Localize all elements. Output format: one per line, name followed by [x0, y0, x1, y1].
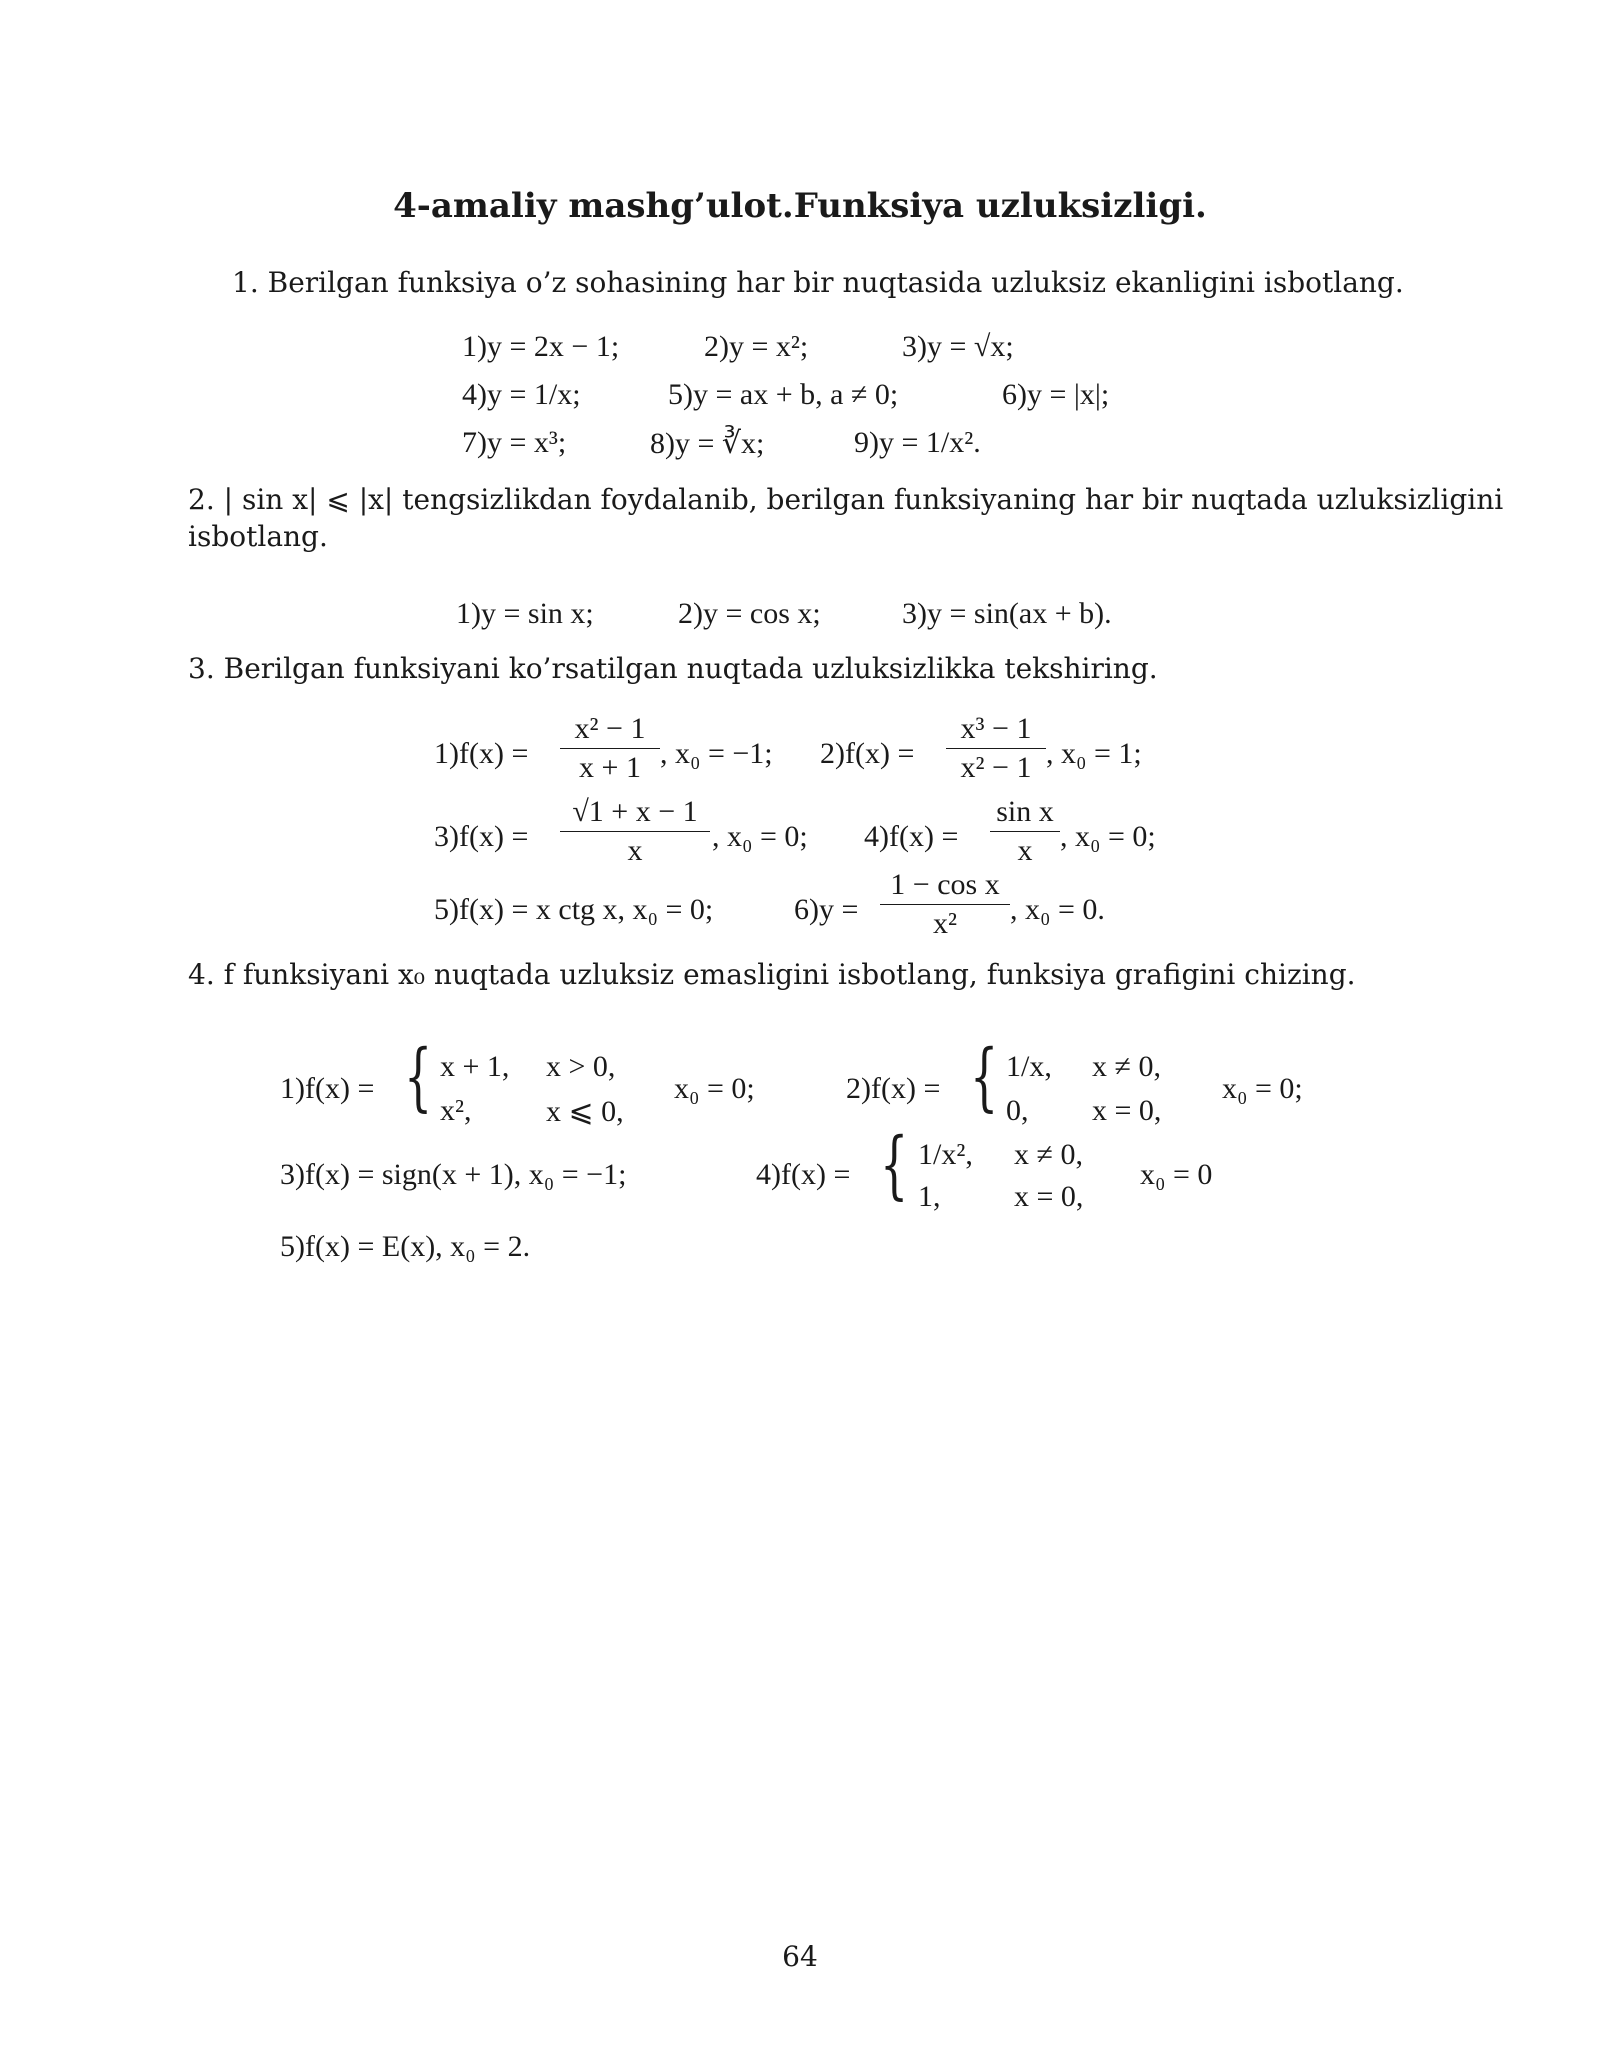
- task4-p4-x0: x₀ = 0: [1140, 1158, 1213, 1191]
- denominator: x²: [933, 907, 957, 940]
- task3-f3-rhs: , x₀ = 0;: [712, 820, 808, 853]
- task3-text: 3. Berilgan funksiyani ko’rsatilgan nuqtada uzluksizlikka tekshiring.: [188, 652, 1158, 685]
- task3-f4-fraction: [990, 795, 1060, 868]
- task2-item: 3)y = sin(ax + b).: [902, 597, 1112, 630]
- task3-f3-lhs: 3)f(x) =: [434, 820, 529, 853]
- task3-f3-fraction: [560, 795, 710, 868]
- case-value: x²,: [440, 1094, 472, 1127]
- case-condition: x = 0,: [1092, 1094, 1162, 1127]
- task4-p2-lhs: 2)f(x) =: [846, 1072, 941, 1105]
- task1-item: 3)y = √x;: [902, 330, 1014, 363]
- task3-f6-fraction: [880, 868, 1010, 941]
- task3-f6-rhs: , x₀ = 0.: [1010, 893, 1105, 926]
- task2-item: 2)y = cos x;: [678, 597, 821, 630]
- left-brace-icon: {: [880, 1122, 909, 1208]
- denominator: x: [1017, 834, 1033, 867]
- task2-text-line2: isbotlang.: [188, 520, 328, 553]
- case-value: 1/x,: [1006, 1050, 1052, 1083]
- task2-item: 1)y = sin x;: [456, 597, 594, 630]
- case-value: 1/x²,: [918, 1138, 973, 1171]
- task1-item: 8)y = ∛x;: [650, 427, 765, 460]
- case-condition: x ⩽ 0,: [546, 1095, 624, 1128]
- page-title: 4-amaliy mashg’ulot.Funksiya uzluksizligi.: [393, 186, 1207, 226]
- left-brace-icon: {: [970, 1034, 999, 1120]
- task3-f4-lhs: 4)f(x) =: [864, 820, 959, 853]
- task4-p1-x0: x₀ = 0;: [674, 1072, 755, 1105]
- numerator: x² − 1: [574, 712, 646, 745]
- denominator: x + 1: [579, 751, 641, 784]
- case-value: x + 1,: [440, 1050, 510, 1083]
- task4-p4-lhs: 4)f(x) =: [756, 1158, 851, 1191]
- numerator: x³ − 1: [960, 712, 1032, 745]
- case-condition: x ≠ 0,: [1014, 1138, 1083, 1171]
- denominator: x: [627, 834, 643, 867]
- task4-p5: 5)f(x) = E(x), x₀ = 2.: [280, 1230, 531, 1263]
- task4-text: 4. f funksiyani x₀ nuqtada uzluksiz emasligini isbotlang, funksiya grafigini chizing.: [188, 958, 1356, 991]
- task3-f1-rhs: , x₀ = −1;: [660, 737, 773, 770]
- case-condition: x > 0,: [546, 1050, 616, 1083]
- task3-f2-fraction: [946, 712, 1046, 785]
- task4-p2-x0: x₀ = 0;: [1222, 1072, 1303, 1105]
- page-number: 64: [782, 1940, 818, 1973]
- task1-item: 4)y = 1/x;: [462, 378, 581, 411]
- task3-f2-lhs: 2)f(x) =: [820, 737, 915, 770]
- left-brace-icon: {: [404, 1034, 433, 1120]
- task1-item: 1)y = 2x − 1;: [462, 330, 620, 363]
- task3-f6-lhs: 6)y =: [794, 893, 859, 926]
- task4-p3: 3)f(x) = sign(x + 1), x₀ = −1;: [280, 1158, 627, 1191]
- task3-f5: 5)f(x) = x ctg x, x₀ = 0;: [434, 893, 714, 926]
- task4-p1-lhs: 1)f(x) =: [280, 1072, 375, 1105]
- numerator: sin x: [996, 795, 1054, 828]
- task3-f2-rhs: , x₀ = 1;: [1046, 737, 1142, 770]
- case-value: 0,: [1006, 1094, 1029, 1127]
- case-condition: x ≠ 0,: [1092, 1050, 1161, 1083]
- task1-item: 6)y = |x|;: [1002, 378, 1110, 411]
- numerator: 1 − cos x: [890, 868, 1000, 901]
- task1-text: 1. Berilgan funksiya o’z sohasining har bir nuqtasida uzluksiz ekanligini isbotlang.: [232, 266, 1404, 299]
- task3-f1-lhs: 1)f(x) =: [434, 737, 529, 770]
- task2-text-line1: 2. | sin x| ⩽ |x| tengsizlikdan foydalanib, berilgan funksiyaning har bir nuqtada uzluksizligini: [188, 483, 1504, 516]
- task1-item: 5)y = ax + b, a ≠ 0;: [668, 378, 899, 411]
- task3-f4-rhs: , x₀ = 0;: [1060, 820, 1156, 853]
- task3-f1-fraction: [560, 712, 660, 785]
- task1-item: 2)y = x²;: [704, 330, 809, 363]
- numerator: √1 + x − 1: [572, 795, 698, 828]
- denominator: x² − 1: [960, 751, 1032, 784]
- case-condition: x = 0,: [1014, 1180, 1084, 1213]
- case-value: 1,: [918, 1180, 941, 1213]
- task1-item: 9)y = 1/x².: [854, 426, 981, 459]
- task1-item: 7)y = x³;: [462, 426, 567, 459]
